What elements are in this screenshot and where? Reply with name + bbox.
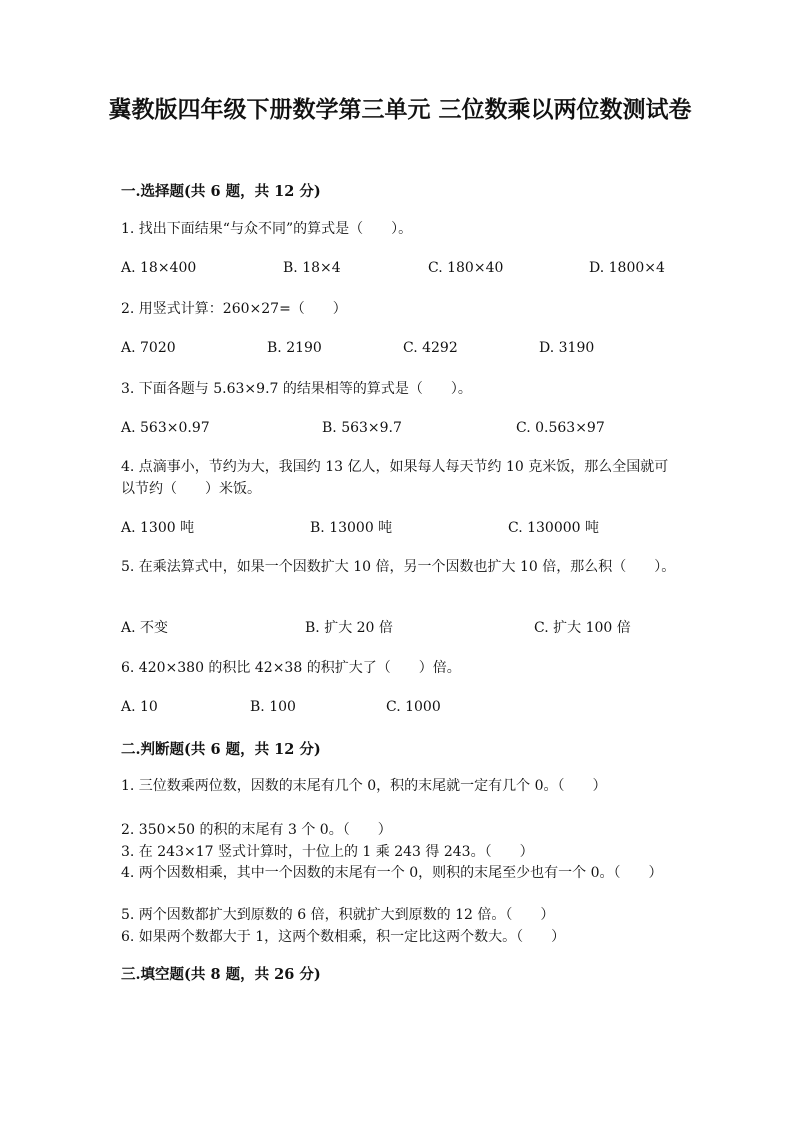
judge-question-1: 1. 三位数乘两位数，因数的末尾有几个 0，积的末尾就一定有几个 0。（ ）	[121, 778, 607, 794]
section-heading-judge: 二.判断题(共 6 题，共 12 分)	[121, 741, 321, 758]
choice-question-2: 2. 用竖式计算：260×27=（ ）	[121, 301, 347, 317]
choice-4-option-a: A. 1300 吨	[121, 520, 195, 536]
judge-question-5: 5. 两个因数都扩大到原数的 6 倍，积就扩大到原数的 12 倍。（ ）	[121, 907, 555, 923]
title-block	[0, 92, 800, 128]
choice-6-option-a: A. 10	[121, 699, 158, 715]
choice-2-option-b: B. 2190	[267, 340, 322, 356]
choice-question-5: 5. 在乘法算式中，如果一个因数扩大 10 倍，另一个因数也扩大 10 倍，那么积（ ）。	[121, 559, 676, 575]
page-title: 冀教版四年级下册数学第三单元 三位数乘以两位数测试卷	[108, 96, 692, 123]
choice-4-option-c: C. 130000 吨	[508, 520, 600, 536]
choice-6-option-c: C. 1000	[386, 699, 441, 715]
choice-1-option-c: C. 180×40	[428, 260, 504, 276]
section-heading-choice: 一.选择题(共 6 题，共 12 分)	[121, 183, 321, 200]
choice-question-6: 6. 420×380 的积比 42×38 的积扩大了（ ）倍。	[121, 660, 461, 676]
choice-3-option-b: B. 563×9.7	[322, 420, 402, 436]
choice-4-option-b: B. 13000 吨	[310, 520, 393, 536]
choice-question-1: 1. 找出下面结果“与众不同”的算式是（ ）。	[121, 221, 413, 237]
judge-question-6: 6. 如果两个数都大于 1，这两个数相乘，积一定比这两个数大。（ ）	[121, 929, 566, 945]
choice-question-4: 4. 点滴事小，节约为大，我国约 13 亿人，如果每人每天节约 10 克米饭，那么全国就可以节约（ ）米饭。	[121, 459, 669, 497]
choice-5-option-a: A. 不变	[121, 620, 169, 636]
choice-5-option-b: B. 扩大 20 倍	[305, 620, 393, 636]
choice-2-option-c: C. 4292	[403, 340, 458, 356]
choice-1-option-d: D. 1800×4	[589, 260, 665, 276]
choice-question-3: 3. 下面各题与 5.63×9.7 的结果相等的算式是（ ）。	[121, 381, 472, 397]
choice-2-option-d: D. 3190	[539, 340, 595, 356]
choice-5-option-c: C. 扩大 100 倍	[534, 620, 631, 636]
section-heading-fill: 三.填空题(共 8 题，共 26 分)	[121, 966, 321, 983]
judge-question-3: 3. 在 243×17 竖式计算时，十位上的 1 乘 243 得 243。（ ）	[121, 844, 534, 860]
choice-1-option-b: B. 18×4	[283, 260, 341, 276]
judge-question-2: 2. 350×50 的积的末尾有 3 个 0。（ ）	[121, 822, 392, 838]
choice-1-option-a: A. 18×400	[121, 260, 197, 276]
choice-2-option-a: A. 7020	[121, 340, 176, 356]
choice-3-option-c: C. 0.563×97	[516, 420, 605, 436]
choice-3-option-a: A. 563×0.97	[121, 420, 210, 436]
choice-6-option-b: B. 100	[250, 699, 296, 715]
judge-question-4: 4. 两个因数相乘，其中一个因数的末尾有一个 0，则积的末尾至少也有一个 0。（ ）	[121, 865, 663, 881]
